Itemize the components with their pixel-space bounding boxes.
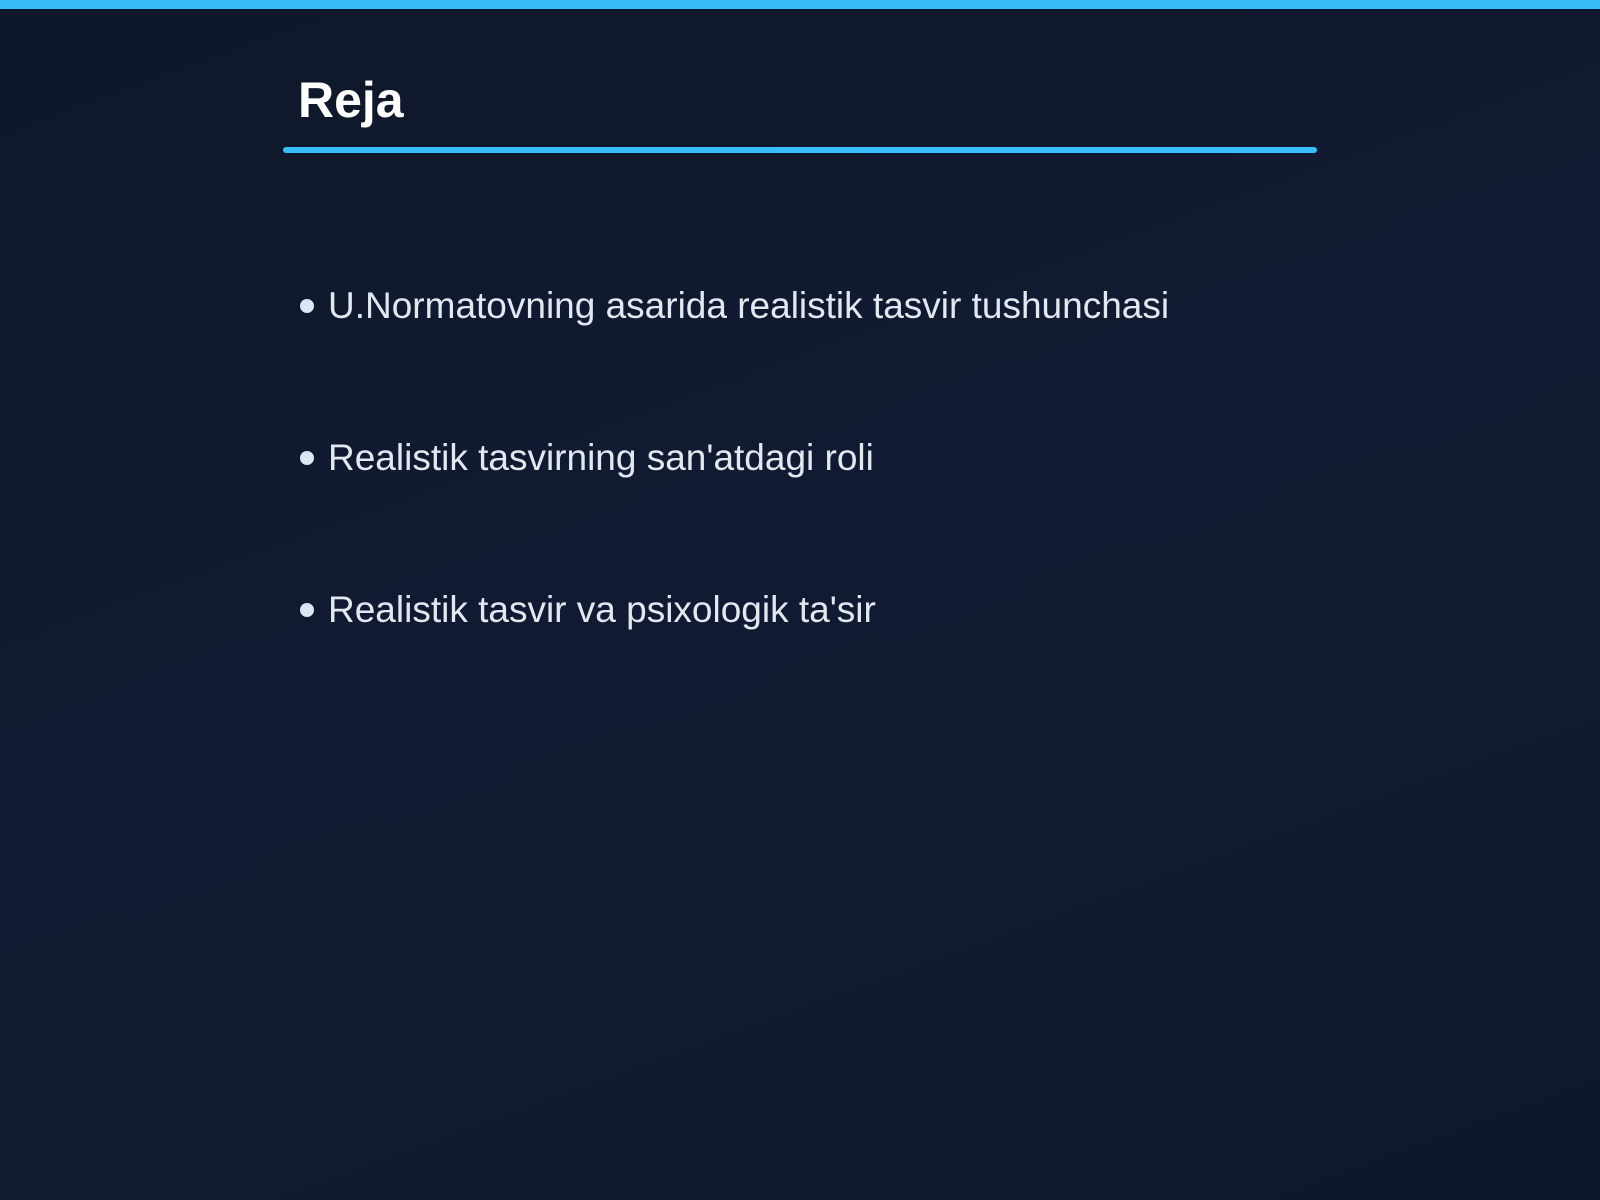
bullet-icon [300, 451, 314, 465]
list-item [300, 430, 1169, 486]
bullet-text: Realistik tasvir va psixologik ta'sir [328, 589, 876, 630]
bullet-icon [300, 299, 314, 313]
slide-title: Reja [298, 72, 404, 128]
bullet-text: U.Normatovning asarida realistik tasvir tushunchasi [328, 285, 1170, 326]
list-item [300, 278, 1169, 334]
bullet-list [300, 278, 1169, 734]
bullet-icon [300, 603, 314, 617]
list-item [300, 582, 1169, 638]
bullet-text: Realistik tasvirning san'atdagi roli [328, 437, 874, 478]
slide [283, 0, 1317, 1200]
title-underline [283, 147, 1317, 153]
